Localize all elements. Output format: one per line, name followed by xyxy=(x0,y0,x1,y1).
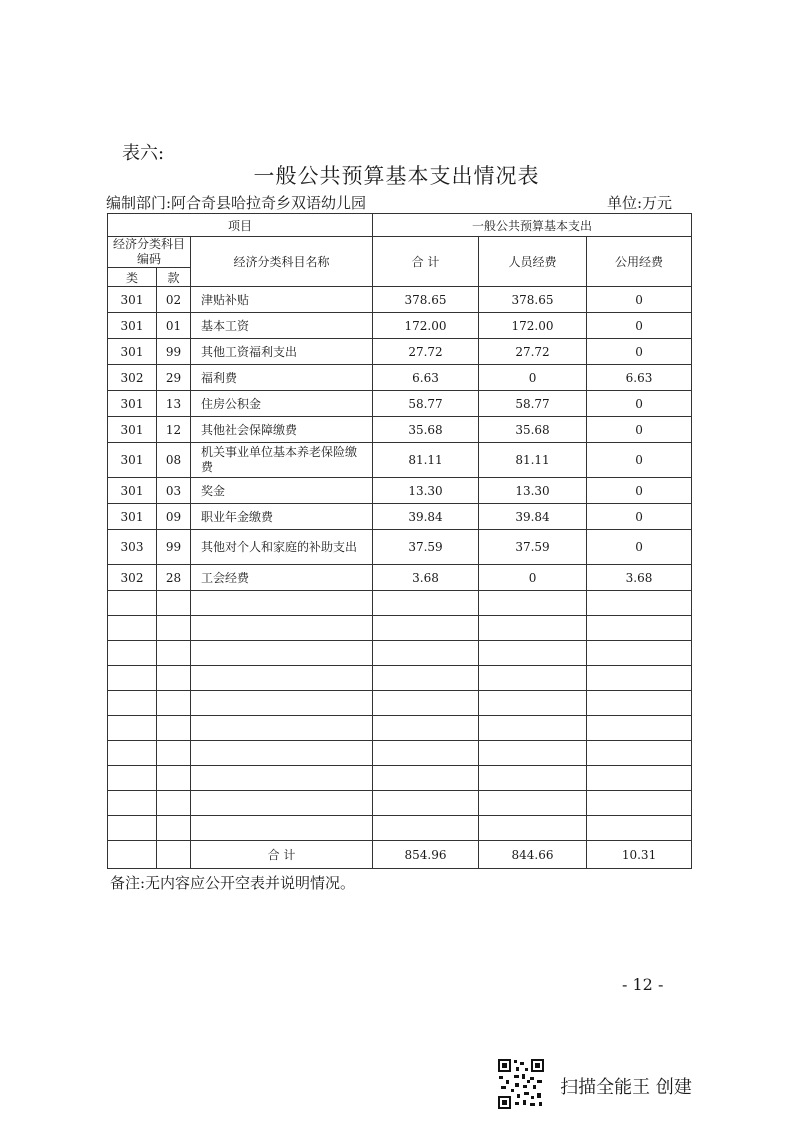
cell-name: 其他对个人和家庭的补助支出 xyxy=(191,530,373,565)
table-row xyxy=(108,565,692,591)
empty-cell xyxy=(479,666,587,691)
table-row xyxy=(108,313,692,339)
table-body xyxy=(108,214,692,869)
empty-row xyxy=(108,666,692,691)
empty-row xyxy=(108,741,692,766)
empty-cell xyxy=(108,791,157,816)
empty-cell xyxy=(157,616,191,641)
cell-class: 301 xyxy=(108,391,157,417)
cell-total: 27.72 xyxy=(373,339,479,365)
cell-personnel: 378.65 xyxy=(479,287,587,313)
cell-total: 35.68 xyxy=(373,417,479,443)
empty-row xyxy=(108,816,692,841)
empty-cell xyxy=(587,666,692,691)
empty-cell xyxy=(479,616,587,641)
empty-cell xyxy=(479,791,587,816)
cell-total: 378.65 xyxy=(373,287,479,313)
footnote: 备注:无内容应公开空表并说明情况。 xyxy=(110,874,356,892)
unit-label: 单位:万元 xyxy=(606,194,672,212)
cell-public: 0 xyxy=(587,478,692,504)
cell-class: 301 xyxy=(108,443,157,478)
cell-name: 津贴补贴 xyxy=(191,287,373,313)
header-total: 合 计 xyxy=(373,237,479,287)
empty-cell xyxy=(373,816,479,841)
empty-row xyxy=(108,791,692,816)
cell-total: 58.77 xyxy=(373,391,479,417)
header-budget-group: 一般公共预算基本支出 xyxy=(373,214,692,237)
empty-row xyxy=(108,691,692,716)
empty-cell xyxy=(191,716,373,741)
header-project: 项目 xyxy=(108,214,373,237)
empty-cell xyxy=(108,666,157,691)
empty-cell xyxy=(479,591,587,616)
empty-cell xyxy=(108,841,157,869)
cell-name: 其他社会保障缴费 xyxy=(191,417,373,443)
empty-cell xyxy=(108,691,157,716)
empty-cell xyxy=(373,691,479,716)
cell-item: 09 xyxy=(157,504,191,530)
empty-cell xyxy=(157,691,191,716)
cell-total: 13.30 xyxy=(373,478,479,504)
table-row xyxy=(108,443,692,478)
cell-class: 301 xyxy=(108,478,157,504)
empty-cell xyxy=(479,716,587,741)
header-code-group: 经济分类科目编码 xyxy=(108,237,191,268)
header-public: 公用经费 xyxy=(587,237,692,287)
cell-total: 37.59 xyxy=(373,530,479,565)
cell-name: 福利费 xyxy=(191,365,373,391)
empty-cell xyxy=(479,741,587,766)
cell-item: 99 xyxy=(157,339,191,365)
cell-total: 6.63 xyxy=(373,365,479,391)
empty-cell xyxy=(587,791,692,816)
page-number: - 12 - xyxy=(622,975,664,994)
empty-cell xyxy=(373,741,479,766)
budget-table xyxy=(107,213,692,869)
empty-cell xyxy=(373,766,479,791)
empty-cell xyxy=(587,766,692,791)
table-row xyxy=(108,478,692,504)
empty-cell xyxy=(108,641,157,666)
cell-personnel: 81.11 xyxy=(479,443,587,478)
empty-cell xyxy=(157,666,191,691)
cell-public: 6.63 xyxy=(587,365,692,391)
empty-cell xyxy=(157,841,191,869)
watermark-text: 扫描全能王 创建 xyxy=(560,1077,692,1098)
empty-cell xyxy=(587,616,692,641)
cell-name: 职业年金缴费 xyxy=(191,504,373,530)
empty-cell xyxy=(108,816,157,841)
empty-cell xyxy=(191,591,373,616)
cell-personnel: 58.77 xyxy=(479,391,587,417)
empty-cell xyxy=(373,591,479,616)
empty-cell xyxy=(191,641,373,666)
cell-item: 03 xyxy=(157,478,191,504)
cell-name: 工会经费 xyxy=(191,565,373,591)
table-row xyxy=(108,339,692,365)
empty-cell xyxy=(108,591,157,616)
empty-row xyxy=(108,591,692,616)
cell-personnel: 13.30 xyxy=(479,478,587,504)
cell-item: 28 xyxy=(157,565,191,591)
cell-item: 02 xyxy=(157,287,191,313)
cell-item: 08 xyxy=(157,443,191,478)
header-row-1 xyxy=(108,214,692,237)
empty-cell xyxy=(157,641,191,666)
page-title: 一般公共预算基本支出情况表 xyxy=(253,164,540,188)
empty-cell xyxy=(191,816,373,841)
empty-cell xyxy=(191,616,373,641)
table-row xyxy=(108,530,692,565)
empty-cell xyxy=(479,766,587,791)
cell-item: 29 xyxy=(157,365,191,391)
total-public: 10.31 xyxy=(587,841,692,869)
table-row xyxy=(108,287,692,313)
cell-class: 302 xyxy=(108,565,157,591)
empty-cell xyxy=(108,766,157,791)
empty-cell xyxy=(587,591,692,616)
empty-cell xyxy=(108,616,157,641)
empty-cell xyxy=(157,591,191,616)
header-personnel: 人员经费 xyxy=(479,237,587,287)
empty-cell xyxy=(191,666,373,691)
empty-cell xyxy=(191,791,373,816)
empty-cell xyxy=(373,666,479,691)
total-label: 合 计 xyxy=(191,841,373,869)
cell-class: 302 xyxy=(108,365,157,391)
cell-personnel: 37.59 xyxy=(479,530,587,565)
cell-class: 301 xyxy=(108,313,157,339)
empty-cell xyxy=(479,641,587,666)
empty-cell xyxy=(479,816,587,841)
empty-cell xyxy=(587,716,692,741)
cell-class: 301 xyxy=(108,287,157,313)
scanner-watermark xyxy=(497,1058,692,1114)
cell-name: 奖金 xyxy=(191,478,373,504)
empty-cell xyxy=(191,741,373,766)
table-row xyxy=(108,417,692,443)
cell-total: 172.00 xyxy=(373,313,479,339)
cell-public: 3.68 xyxy=(587,565,692,591)
empty-cell xyxy=(157,791,191,816)
empty-cell xyxy=(587,741,692,766)
empty-cell xyxy=(191,766,373,791)
cell-personnel: 27.72 xyxy=(479,339,587,365)
cell-public: 0 xyxy=(587,530,692,565)
cell-total: 39.84 xyxy=(373,504,479,530)
table-row xyxy=(108,365,692,391)
qr-code-icon xyxy=(497,1058,545,1114)
empty-cell xyxy=(587,641,692,666)
empty-cell xyxy=(108,716,157,741)
cell-public: 0 xyxy=(587,417,692,443)
cell-public: 0 xyxy=(587,504,692,530)
cell-item: 99 xyxy=(157,530,191,565)
cell-class: 301 xyxy=(108,339,157,365)
empty-cell xyxy=(157,816,191,841)
cell-total: 3.68 xyxy=(373,565,479,591)
table-row xyxy=(108,391,692,417)
empty-cell xyxy=(587,816,692,841)
empty-cell xyxy=(373,716,479,741)
empty-row xyxy=(108,641,692,666)
cell-public: 0 xyxy=(587,313,692,339)
cell-class: 303 xyxy=(108,530,157,565)
empty-row xyxy=(108,616,692,641)
cell-personnel: 0 xyxy=(479,565,587,591)
header-name: 经济分类科目名称 xyxy=(191,237,373,287)
header-class: 类 xyxy=(108,268,157,287)
header-item: 款 xyxy=(157,268,191,287)
total-row xyxy=(108,841,692,869)
table-number-label: 表六: xyxy=(122,143,165,164)
cell-personnel: 0 xyxy=(479,365,587,391)
empty-cell xyxy=(108,741,157,766)
table-row xyxy=(108,504,692,530)
empty-row xyxy=(108,766,692,791)
cell-class: 301 xyxy=(108,417,157,443)
cell-public: 0 xyxy=(587,391,692,417)
cell-personnel: 39.84 xyxy=(479,504,587,530)
empty-cell xyxy=(587,691,692,716)
empty-cell xyxy=(157,741,191,766)
cell-class: 301 xyxy=(108,504,157,530)
cell-name: 基本工资 xyxy=(191,313,373,339)
cell-item: 12 xyxy=(157,417,191,443)
empty-cell xyxy=(373,616,479,641)
department-label: 编制部门:阿合奇县哈拉奇乡双语幼儿园 xyxy=(106,194,367,212)
cell-personnel: 172.00 xyxy=(479,313,587,339)
cell-name: 其他工资福利支出 xyxy=(191,339,373,365)
cell-name: 机关事业单位基本养老保险缴费 xyxy=(191,443,373,478)
cell-public: 0 xyxy=(587,287,692,313)
total-value: 854.96 xyxy=(373,841,479,869)
empty-cell xyxy=(191,691,373,716)
header-row-2 xyxy=(108,237,692,268)
cell-total: 81.11 xyxy=(373,443,479,478)
empty-cell xyxy=(157,766,191,791)
total-personnel: 844.66 xyxy=(479,841,587,869)
cell-personnel: 35.68 xyxy=(479,417,587,443)
empty-row xyxy=(108,716,692,741)
cell-public: 0 xyxy=(587,339,692,365)
empty-cell xyxy=(373,641,479,666)
cell-name: 住房公积金 xyxy=(191,391,373,417)
cell-item: 13 xyxy=(157,391,191,417)
empty-cell xyxy=(157,716,191,741)
empty-cell xyxy=(479,691,587,716)
empty-cell xyxy=(373,791,479,816)
cell-public: 0 xyxy=(587,443,692,478)
cell-item: 01 xyxy=(157,313,191,339)
